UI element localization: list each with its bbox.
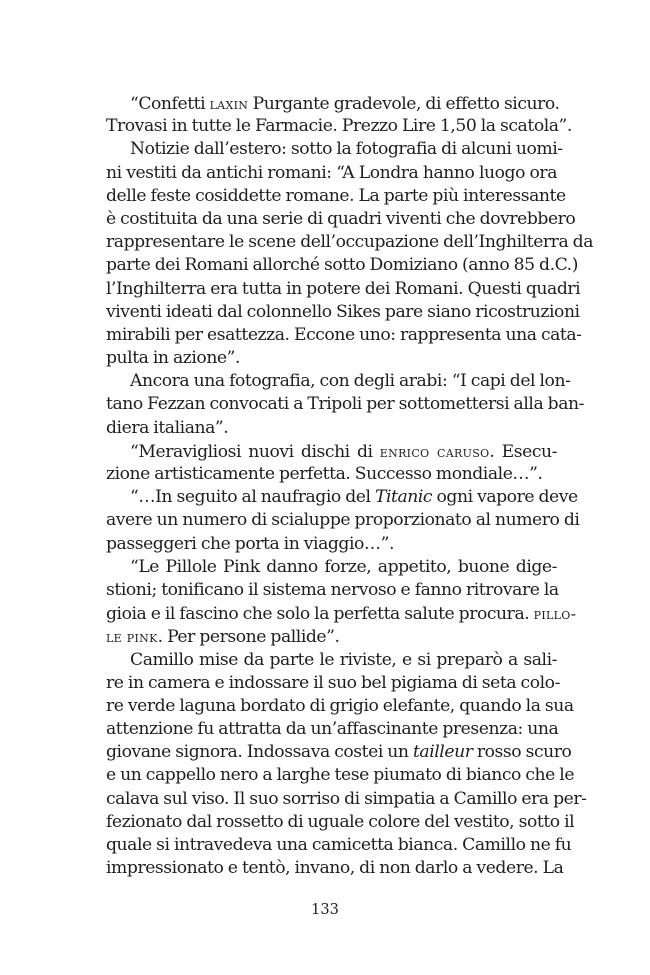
text-run: . Esecu-	[489, 441, 557, 462]
text-run: quale si intravedeva una camicetta bianca. Camillo ne fu	[106, 835, 572, 855]
text-run: gioia e il fascino che solo la perfetta salute procura.	[106, 604, 534, 625]
text-line	[106, 695, 574, 718]
italic-text: tailleur	[412, 742, 473, 763]
text-run: è costituita da una serie di quadri viventi che dovrebbero	[106, 208, 576, 229]
text-run: Trovasi in tutte le Farmacie. Prezzo Lire 1,50 la scatola”.	[106, 116, 572, 137]
text-line	[106, 602, 577, 625]
text-run: attenzione fu attratta da un’affascinante presenza: una	[106, 719, 559, 740]
text-run: tano Fezzan convocati a Tripoli per sottomettersi alla ban-	[106, 394, 584, 415]
text-run: ogni vapore deve	[432, 487, 578, 508]
text-line	[106, 440, 557, 463]
text-line	[106, 649, 557, 672]
text-line	[106, 533, 557, 556]
text-run: pulta in azione”.	[106, 348, 241, 369]
text-line	[106, 556, 557, 579]
text-run: Ancora una fotografia, con degli arabi: “I capi del lon-	[130, 371, 571, 392]
text-run: rappresentare le scene dell’occupazione dell’Inghilterra da	[106, 232, 594, 253]
text-run: re in camera e indossare il suo bel pigiama di seta colo-	[106, 672, 560, 693]
text-run: parte dei Romani allorché sotto Domiziano (anno 85 d.C.)	[106, 255, 578, 276]
text-line	[106, 393, 584, 416]
text-line	[106, 834, 572, 857]
text-line	[106, 162, 557, 185]
small-caps-text: laxin	[209, 94, 249, 113]
text-run: re verde laguna bordato di grigio elefante, quando la sua	[106, 695, 574, 716]
text-run: diera italiana”.	[106, 417, 229, 438]
small-caps-text: enrico caruso	[379, 441, 490, 461]
text-line	[106, 509, 580, 532]
text-run: zione artisticamente perfetta. Successo mondiale…”.	[106, 464, 543, 484]
text-run: viventi ideati dal colonnello Sikes pare siano ricostruzioni	[106, 301, 580, 322]
text-line	[106, 811, 575, 834]
text-line	[106, 278, 581, 301]
text-line	[106, 463, 557, 486]
text-line	[106, 115, 572, 138]
text-run: Notizie dall’estero: sotto la fotografia di alcuni uomi-	[130, 139, 563, 160]
page-number: 133	[311, 902, 339, 918]
text-line	[106, 788, 587, 811]
text-line	[106, 486, 578, 509]
italic-text: Titanic	[374, 487, 433, 508]
text-run: calava sul viso. Il suo sorriso di simpatia a Camillo era per-	[106, 788, 587, 809]
text-run: “Meravigliosi nuovi dischi di	[130, 441, 380, 462]
text-line	[106, 185, 566, 208]
text-run: “Le Pillole Pink danno forze, appetito, buone dige-	[130, 556, 557, 577]
text-run: Camillo mise da parte le riviste, e si preparò a sali-	[130, 649, 557, 670]
text-run: delle feste cosiddette romane. La parte più interessante	[106, 185, 566, 206]
text-run: giovane signora. Indossava costei un	[106, 742, 413, 763]
text-line	[106, 718, 557, 741]
text-line	[106, 324, 582, 347]
text-run: impressionato e tentò, invano, di non darlo a vedere. La	[106, 858, 564, 879]
text-line	[106, 92, 560, 115]
text-line	[106, 579, 557, 602]
text-line	[106, 254, 578, 277]
small-caps-text: pillo-	[533, 604, 577, 624]
body-text	[106, 92, 594, 880]
text-line	[106, 301, 580, 324]
text-run: ni vestiti da antichi romani: “A Londra hanno luogo ora	[106, 162, 557, 183]
text-line	[106, 741, 572, 764]
text-line	[106, 672, 560, 695]
text-run: “Confetti	[130, 94, 210, 114]
text-run: e un cappello nero a larghe tese piumato di bianco che le	[106, 765, 575, 786]
text-run: l’Inghilterra era tutta in potere dei Romani. Questi quadri	[106, 278, 581, 299]
text-run: Purgante gradevole, di effetto sicuro.	[248, 94, 560, 114]
text-line	[106, 417, 557, 440]
text-run: rosso scuro	[472, 742, 572, 763]
small-caps-text: le pink	[106, 627, 158, 647]
text-run: mirabili per esattezza. Eccone uno: rappresenta una cata-	[106, 324, 582, 345]
text-line	[106, 347, 557, 370]
text-run: . Per persone pallide”.	[157, 627, 340, 648]
text-line	[106, 231, 594, 254]
text-run: avere un numero di scialuppe proporzionato al numero di	[106, 510, 580, 531]
text-run: stioni; tonificano il sistema nervoso e fanno ritrovare la	[106, 579, 559, 600]
text-line	[106, 764, 575, 787]
text-line	[106, 370, 571, 393]
text-run: passeggeri che porta in viaggio…”.	[106, 533, 394, 554]
text-line	[106, 857, 564, 880]
text-line	[106, 138, 563, 161]
text-line	[106, 625, 557, 648]
text-run: “…In seguito al naufragio del	[130, 487, 375, 508]
text-run: fezionato dal rossetto di uguale colore del vestito, sotto il	[106, 811, 575, 832]
text-line	[106, 208, 576, 231]
